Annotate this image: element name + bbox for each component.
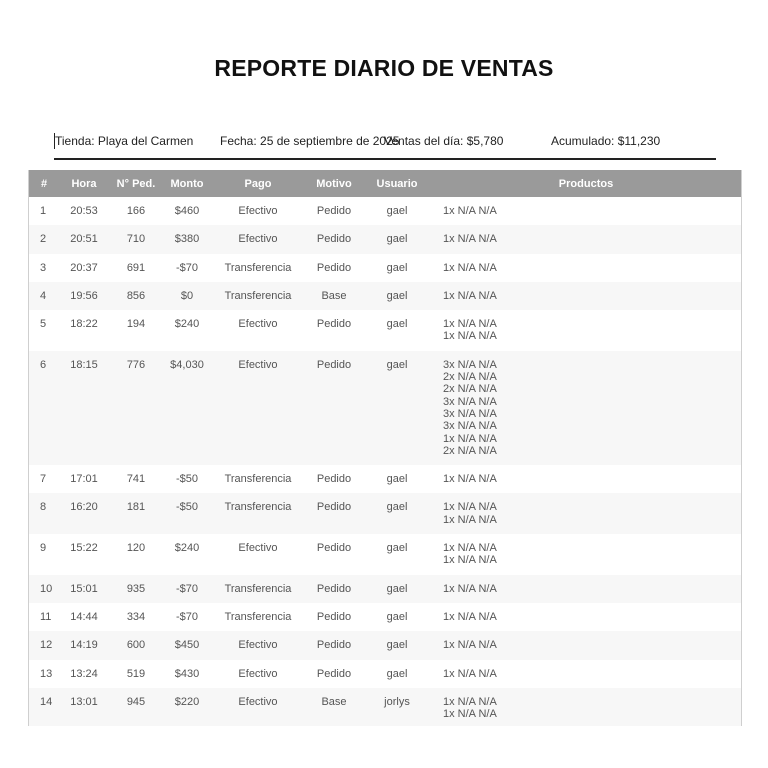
row-reason: Pedido: [305, 631, 363, 659]
product-line: 2x N/A N/A: [443, 444, 497, 457]
row-time: 20:37: [70, 261, 98, 274]
table-row: [29, 493, 741, 534]
row-amount: -$70: [163, 575, 211, 603]
row-products: [431, 688, 741, 726]
row-products: [431, 282, 741, 310]
row-reason: Pedido: [316, 318, 352, 331]
product-line: 1x N/A N/A: [443, 473, 497, 486]
row-number: 3: [40, 261, 47, 274]
product-line: 1x N/A N/A: [443, 639, 497, 652]
date-label: Fecha: 25 de septiembre de 2025: [220, 134, 400, 148]
row-products: [431, 465, 741, 493]
row-number: 12: [29, 631, 59, 659]
row-reason: Pedido: [305, 575, 363, 603]
row-payment-method: Efectivo: [238, 542, 278, 555]
product-line: 1x N/A N/A: [443, 318, 497, 331]
row-amount: $220: [163, 688, 211, 726]
row-number: 9: [40, 542, 47, 555]
row-number: 8: [29, 493, 59, 534]
row-user: gael: [363, 631, 431, 659]
product-line: 1x N/A N/A: [443, 610, 497, 623]
row-number: 11: [40, 610, 52, 623]
sales-table: [29, 170, 741, 726]
row-amount: $380: [163, 225, 211, 253]
row-time: 18:22: [70, 318, 98, 331]
row-reason: Base: [305, 688, 363, 726]
row-reason: Pedido: [316, 542, 352, 555]
row-payment-method: Transferencia: [211, 575, 305, 603]
row-order-number: 600: [109, 631, 163, 659]
row-time: 14:44: [70, 610, 98, 623]
row-order-number: 935: [109, 575, 163, 603]
row-amount: $0: [163, 282, 211, 310]
row-products: [431, 575, 741, 603]
row-reason: Pedido: [316, 205, 352, 217]
row-payment-method: Efectivo: [211, 351, 305, 465]
row-products: [431, 197, 741, 225]
row-payment-method: Transferencia: [211, 493, 305, 534]
row-user: gael: [363, 575, 431, 603]
product-line: 3x N/A N/A: [443, 407, 497, 420]
row-time: 16:20: [59, 493, 109, 534]
row-products: [431, 351, 741, 465]
product-line: 2x N/A N/A: [443, 383, 497, 396]
row-user: gael: [386, 318, 408, 331]
row-amount: $240: [174, 542, 200, 555]
product-line: 1x N/A N/A: [443, 205, 497, 217]
table-row: [29, 688, 741, 726]
col-header-reason: Motivo: [305, 170, 363, 197]
product-line: 1x N/A N/A: [443, 432, 497, 445]
col-header-amount: Monto: [163, 170, 211, 197]
row-time: 15:22: [70, 542, 98, 555]
report-title: REPORTE DIARIO DE VENTAS: [214, 55, 554, 81]
row-order-number: 194: [126, 318, 146, 331]
row-user: gael: [363, 282, 431, 310]
product-line: 1x N/A N/A: [443, 542, 497, 555]
product-line: 1x N/A N/A: [443, 582, 497, 595]
row-time: 13:01: [59, 688, 109, 726]
row-payment-method: Efectivo: [211, 225, 305, 253]
row-products: [431, 310, 741, 351]
row-time: 17:01: [70, 473, 98, 486]
col-header-time: Hora: [59, 170, 109, 197]
row-amount: $4,030: [163, 351, 211, 465]
row-order-number: 120: [126, 542, 146, 555]
col-header-number: #: [29, 170, 59, 197]
row-reason: Base: [305, 282, 363, 310]
row-user: gael: [386, 205, 408, 217]
table-row: [29, 534, 741, 575]
row-number: 6: [29, 351, 59, 465]
row-order-number: 691: [126, 261, 146, 274]
col-header-payment: Pago: [211, 170, 305, 197]
row-payment-method: Efectivo: [211, 688, 305, 726]
product-line: 1x N/A N/A: [443, 513, 497, 526]
row-number: 14: [29, 688, 59, 726]
row-user: gael: [386, 667, 408, 680]
row-products: [431, 254, 741, 282]
product-line: 1x N/A N/A: [443, 708, 497, 721]
accumulated-label: Acumulado: $11,230: [551, 134, 661, 148]
table-row: [29, 197, 741, 225]
row-user: gael: [386, 473, 408, 486]
product-line: 3x N/A N/A: [443, 358, 497, 371]
row-number: 10: [29, 575, 59, 603]
row-payment-method: Transferencia: [224, 261, 292, 274]
row-user: gael: [386, 542, 408, 555]
daily-sales-label: Ventas del día: $5,780: [384, 134, 504, 148]
row-order-number: 741: [126, 473, 146, 486]
row-products: [431, 493, 741, 534]
row-order-number: 776: [109, 351, 163, 465]
row-user: gael: [363, 493, 431, 534]
product-line: 2x N/A N/A: [443, 371, 497, 384]
sales-table-container[interactable]: [28, 170, 742, 726]
table-row: [29, 465, 741, 493]
col-header-products: Productos: [431, 170, 741, 197]
table-row: [29, 310, 741, 351]
row-reason: Pedido: [316, 667, 352, 680]
row-order-number: 181: [109, 493, 163, 534]
row-payment-method: Efectivo: [238, 205, 278, 217]
row-amount: -$70: [175, 610, 199, 623]
product-line: 1x N/A N/A: [443, 667, 497, 680]
row-user: jorlys: [363, 688, 431, 726]
row-number: 13: [40, 667, 53, 680]
product-line: 1x N/A N/A: [443, 554, 497, 567]
row-number: 4: [29, 282, 59, 310]
table-row: [29, 660, 741, 688]
row-products: [431, 225, 741, 253]
row-user: gael: [363, 351, 431, 465]
row-products: [431, 631, 741, 659]
row-user: gael: [386, 261, 408, 274]
row-amount: -$50: [175, 473, 199, 486]
row-products: [431, 660, 741, 688]
table-header-row: [29, 170, 741, 197]
product-line: 1x N/A N/A: [443, 501, 497, 514]
row-reason: Pedido: [316, 473, 352, 486]
row-payment-method: Transferencia: [224, 473, 292, 486]
row-number: 2: [29, 225, 59, 253]
row-user: gael: [363, 225, 431, 253]
row-reason: Pedido: [316, 261, 352, 274]
row-number: 7: [40, 473, 47, 486]
row-amount: -$50: [163, 493, 211, 534]
row-reason: Pedido: [305, 493, 363, 534]
table-row: [29, 351, 741, 465]
row-amount: $450: [163, 631, 211, 659]
row-time: 19:56: [59, 282, 109, 310]
row-reason: Pedido: [305, 351, 363, 465]
row-payment-method: Efectivo: [238, 667, 278, 680]
row-order-number: 334: [126, 610, 146, 623]
row-order-number: 710: [109, 225, 163, 253]
table-row: [29, 603, 741, 631]
row-time: 15:01: [59, 575, 109, 603]
product-line: 1x N/A N/A: [443, 289, 497, 302]
row-payment-method: Efectivo: [238, 318, 278, 331]
report-meta-bar: [54, 131, 716, 160]
row-products: [431, 534, 741, 575]
product-line: 1x N/A N/A: [443, 233, 497, 246]
store-label: Tienda: Playa del Carmen: [55, 134, 194, 148]
row-order-number: 945: [109, 688, 163, 726]
row-order-number: 519: [126, 667, 146, 680]
row-amount: -$70: [175, 261, 199, 274]
table-row: [29, 225, 741, 253]
row-time: 14:19: [59, 631, 109, 659]
row-reason: Pedido: [316, 610, 352, 623]
product-line: 1x N/A N/A: [443, 330, 497, 343]
row-payment-method: Efectivo: [211, 631, 305, 659]
row-payment-method: Transferencia: [224, 610, 292, 623]
row-reason: Pedido: [305, 225, 363, 253]
product-line: 1x N/A N/A: [443, 695, 497, 708]
row-time: 20:51: [59, 225, 109, 253]
row-time: 18:15: [59, 351, 109, 465]
product-line: 3x N/A N/A: [443, 395, 497, 408]
row-payment-method: Transferencia: [211, 282, 305, 310]
row-amount: $460: [174, 205, 200, 217]
row-number: 1: [40, 205, 47, 217]
row-number: 5: [40, 318, 47, 331]
row-amount: $430: [174, 667, 200, 680]
row-user: gael: [386, 610, 408, 623]
row-amount: $240: [174, 318, 200, 331]
table-row: [29, 575, 741, 603]
table-row: [29, 254, 741, 282]
table-row: [29, 282, 741, 310]
table-row: [29, 631, 741, 659]
product-line: 1x N/A N/A: [443, 261, 497, 274]
row-order-number: 856: [109, 282, 163, 310]
col-header-user: Usuario: [363, 170, 431, 197]
product-line: 3x N/A N/A: [443, 420, 497, 433]
col-header-order: N° Ped.: [109, 170, 163, 197]
row-products: [431, 603, 741, 631]
row-time: 13:24: [70, 667, 98, 680]
row-time: 20:53: [70, 205, 98, 217]
row-order-number: 166: [126, 205, 146, 217]
